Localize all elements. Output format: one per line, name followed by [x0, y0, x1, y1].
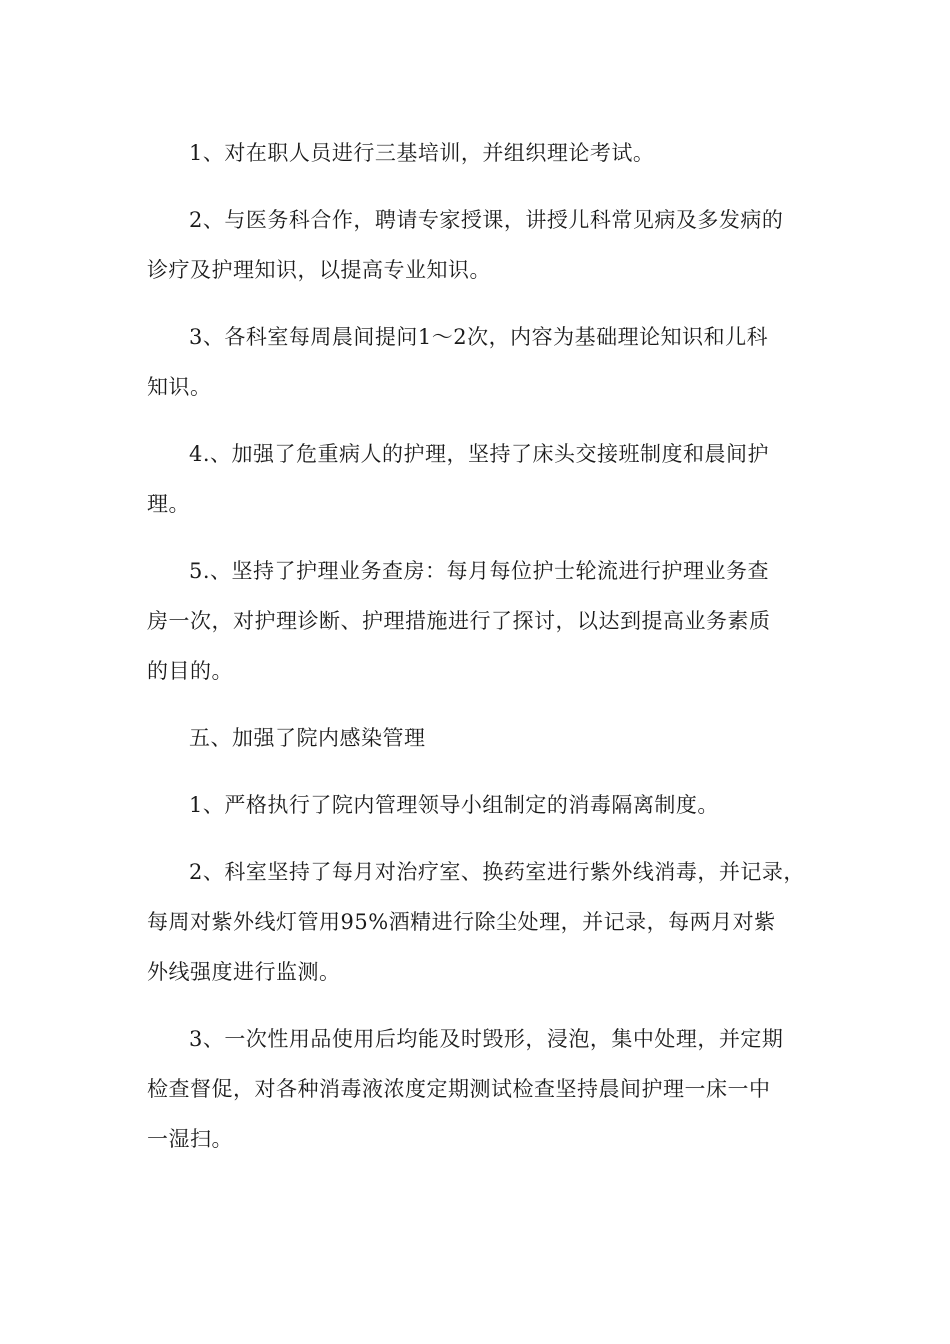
paragraph-line: 外线强度进行监测。 [147, 960, 341, 984]
paragraph-line: 4.、加强了危重病人的护理，坚持了床头交接班制度和晨间护 [189, 442, 770, 466]
paragraph-line: 房一次，对护理诊断、护理措施进行了探讨，以达到提高业务素质 [147, 609, 771, 633]
paragraph-line: 诊疗及护理知识，以提高专业知识。 [147, 258, 491, 282]
paragraph-line: 知识。 [147, 375, 212, 399]
paragraph-line: 一湿扫。 [147, 1127, 233, 1151]
paragraph-line: 3、一次性用品使用后均能及时毁形，浸泡，集中处理，并定期 [189, 1027, 784, 1051]
paragraph-line: 的目的。 [147, 659, 233, 683]
paragraph-line: 理。 [147, 492, 190, 516]
paragraph-line: 每周对紫外线灯管用95%酒精进行除尘处理，并记录，每两月对紫 [147, 910, 776, 934]
section-heading: 五、加强了院内感染管理 [189, 726, 426, 750]
paragraph-line: 1、严格执行了院内管理领导小组制定的消毒隔离制度。 [189, 793, 719, 817]
paragraph-line: 2、科室坚持了每月对治疗室、换药室进行紫外线消毒，并记录， [189, 860, 805, 884]
paragraph-line: 5.、坚持了护理业务查房：每月每位护士轮流进行护理业务查 [189, 559, 770, 583]
paragraph-line: 3、各科室每周晨间提问1～2次，内容为基础理论知识和儿科 [189, 325, 769, 349]
paragraph-line: 检查督促，对各种消毒液浓度定期测试检查坚持晨间护理一床一中 [147, 1077, 771, 1101]
paragraph-line: 1、对在职人员进行三基培训，并组织理论考试。 [189, 141, 655, 165]
paragraph-line: 2、与医务科合作，聘请专家授课，讲授儿科常见病及多发病的 [189, 208, 784, 232]
